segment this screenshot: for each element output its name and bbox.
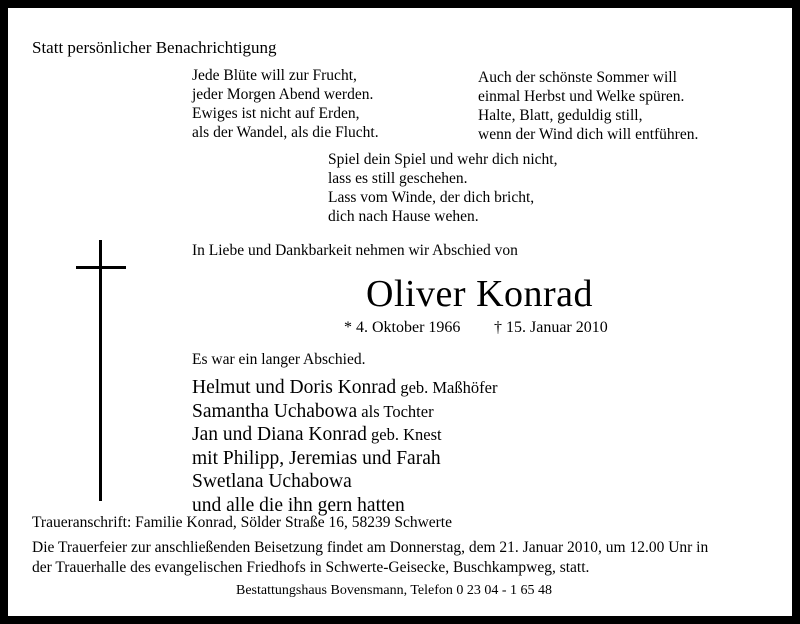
poem-line: Spiel dein Spiel und wehr dich nicht,: [328, 151, 558, 168]
family-name: mit Philipp, Jeremias und Farah: [192, 447, 441, 469]
cross-icon: [99, 240, 102, 501]
farewell-line: In Liebe und Dankbarkeit nehmen wir Abschied von: [192, 242, 518, 259]
long-goodbye-line: Es war ein langer Abschied.: [192, 351, 366, 368]
cross-icon-bar: [76, 266, 126, 269]
family-name: Samantha Uchabowa: [192, 400, 358, 422]
poem-line: wenn der Wind dich will entführen.: [478, 126, 699, 143]
death-date: † 15. Januar 2010: [494, 319, 608, 336]
family-name: Helmut und Doris Konrad: [192, 377, 397, 398]
ceremony-line: der Trauerhalle des evangelischen Friedhofs in Schwerte-Geisecke, Buschkampweg, statt.: [32, 559, 590, 576]
poem-line: jeder Morgen Abend werden.: [192, 86, 374, 103]
family-entry: [192, 447, 497, 471]
family-entry: [192, 470, 497, 494]
family-suffix: geb. Knest: [366, 425, 442, 444]
poem-line: Auch der schönste Sommer will: [478, 69, 677, 86]
poem-line: als der Wandel, als die Flucht.: [192, 124, 379, 141]
poem-line: einmal Herbst und Welke spüren.: [478, 88, 685, 105]
family-suffix: geb. Maßhöfer: [396, 378, 498, 397]
family-name: und alle die ihn gern hatten: [192, 494, 405, 516]
poem-line: lass es still geschehen.: [328, 170, 468, 187]
poem-center: [328, 150, 557, 226]
family-entry: [192, 423, 497, 447]
poem-line: Halte, Blatt, geduldig still,: [478, 107, 643, 124]
mourning-address: Traueranschrift: Familie Konrad, Sölder Straße 16, 58239 Schwerte: [32, 514, 452, 531]
deceased-name: Oliver Konrad: [366, 273, 594, 315]
funeral-home-contact: Bestattungshaus Bovensmann, Telefon 0 23 04 - 1 65 48: [236, 583, 553, 598]
poem-line: Ewiges ist nicht auf Erden,: [192, 105, 360, 122]
poem-line: dich nach Hause wehen.: [328, 208, 479, 225]
poem-left: [192, 66, 379, 142]
family-suffix: als Tochter: [357, 401, 434, 421]
obituary-notice: [8, 8, 792, 616]
family-name: Jan und Diana Konrad: [192, 424, 367, 445]
poem-right: [478, 68, 698, 144]
birth-date: * 4. Oktober 1966: [344, 319, 461, 336]
poem-line: Lass vom Winde, der dich bricht,: [328, 189, 535, 206]
ceremony-line: Die Trauerfeier zur anschließenden Beisetzung findet am Donnerstag, dem 21. Januar 2010, um 12.00 Unr in: [32, 539, 709, 556]
family-entry: [192, 376, 497, 400]
family-name: Swetlana Uchabowa: [192, 471, 352, 492]
intro-text: Statt persönlicher Benachrichtigung: [32, 38, 277, 57]
poem-line: Jede Blüte will zur Frucht,: [192, 67, 357, 84]
ceremony-info: [32, 538, 708, 578]
family-list: [192, 376, 497, 517]
family-entry: [192, 400, 497, 424]
